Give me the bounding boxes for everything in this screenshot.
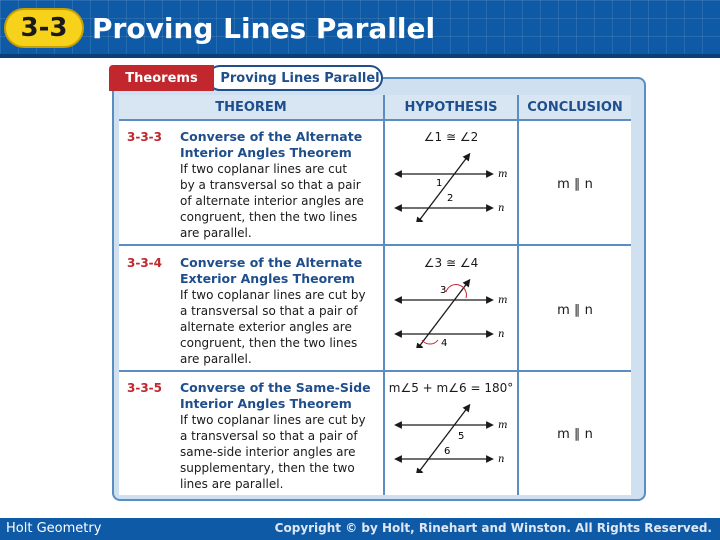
statement-line: lines are parallel.	[180, 477, 284, 491]
header-bar	[0, 0, 720, 58]
statement-line: alternate exterior angles are	[180, 320, 352, 334]
theorem-name-line: Interior Angles Theorem	[180, 145, 352, 160]
panel-tab-theorems: Theorems	[109, 65, 214, 91]
statement-line: same-side interior angles are	[180, 445, 356, 459]
statement-line: a transversal so that a pair of	[180, 304, 358, 318]
column-header-theorem: THEOREM	[119, 95, 383, 121]
lesson-number-badge: 3-3	[4, 8, 84, 48]
theorem-name	[180, 380, 380, 412]
conclusion-text: m ∥ n	[557, 303, 593, 318]
line-label: n	[498, 203, 505, 214]
statement-line: are parallel.	[180, 352, 252, 366]
statement-line: supplementary, then the two	[180, 461, 355, 475]
theorem-number: 3-3-4	[127, 256, 163, 270]
column-header-hypothesis: HYPOTHESIS	[385, 95, 517, 121]
theorem-name-line: Converse of the Alternate	[180, 255, 363, 270]
theorem-name	[180, 129, 380, 161]
angle-label: 4	[441, 338, 448, 348]
footer-copyright: Copyright © by Holt, Rinehart and Winston. All Rights Reserved.	[274, 521, 712, 535]
footer-course: Holt Geometry	[6, 521, 102, 536]
theorem-number: 3-3-5	[127, 381, 163, 395]
angle-arc	[446, 285, 466, 298]
column-divider	[383, 95, 385, 495]
column-header-conclusion: CONCLUSION	[519, 95, 631, 121]
theorem-name-line: Converse of the Alternate	[180, 129, 363, 144]
line-label: m	[498, 420, 508, 431]
theorem-statement	[180, 161, 380, 241]
theorem-name	[180, 255, 380, 287]
theorem-number: 3-3-3	[127, 130, 163, 144]
statement-line: of alternate interior angles are	[180, 194, 364, 208]
angle-label: 3	[440, 285, 447, 296]
row-divider	[119, 244, 631, 246]
statement-line: If two coplanar lines are cut by	[180, 413, 366, 427]
line-label: m	[498, 169, 508, 180]
statement-line: are parallel.	[180, 226, 252, 240]
footer-bar	[0, 518, 720, 540]
parallel-lines-diagram	[388, 403, 516, 473]
statement-line: If two coplanar lines are cut by	[180, 288, 366, 302]
theorem-name-line: Interior Angles Theorem	[180, 396, 352, 411]
statement-line: a transversal so that a pair of	[180, 429, 358, 443]
parallel-lines-diagram	[388, 152, 516, 222]
hypothesis-text: ∠1 ≅ ∠2	[423, 130, 479, 144]
hypothesis-text: ∠3 ≅ ∠4	[423, 256, 479, 270]
statement-line: If two coplanar lines are cut	[180, 162, 348, 176]
transversal	[418, 156, 468, 222]
angle-label: 5	[458, 431, 465, 442]
statement-line: congruent, then the two lines	[180, 210, 358, 224]
conclusion-text: m ∥ n	[557, 177, 593, 192]
panel-subtitle: Proving Lines Parallel	[220, 70, 380, 86]
statement-line: congruent, then the two lines	[180, 336, 358, 350]
theorem-statement	[180, 287, 380, 367]
line-label: m	[498, 295, 508, 306]
theorem-statement	[180, 412, 380, 492]
statement-line: by a transversal so that a pair	[180, 178, 361, 192]
line-label: n	[498, 329, 505, 340]
hypothesis-text: m∠5 + m∠6 = 180°	[388, 381, 514, 395]
angle-label: 1	[436, 178, 443, 189]
theorem-name-line: Converse of the Same-Side	[180, 380, 371, 395]
conclusion-text: m ∥ n	[557, 427, 593, 442]
angle-label: 2	[447, 193, 454, 204]
theorem-name-line: Exterior Angles Theorem	[180, 271, 355, 286]
row-divider	[119, 370, 631, 372]
page-title: Proving Lines Parallel	[92, 12, 436, 45]
panel-subtitle-tab	[207, 65, 383, 91]
parallel-lines-diagram	[388, 278, 516, 348]
line-label: n	[498, 454, 505, 465]
angle-label: 6	[444, 446, 451, 457]
